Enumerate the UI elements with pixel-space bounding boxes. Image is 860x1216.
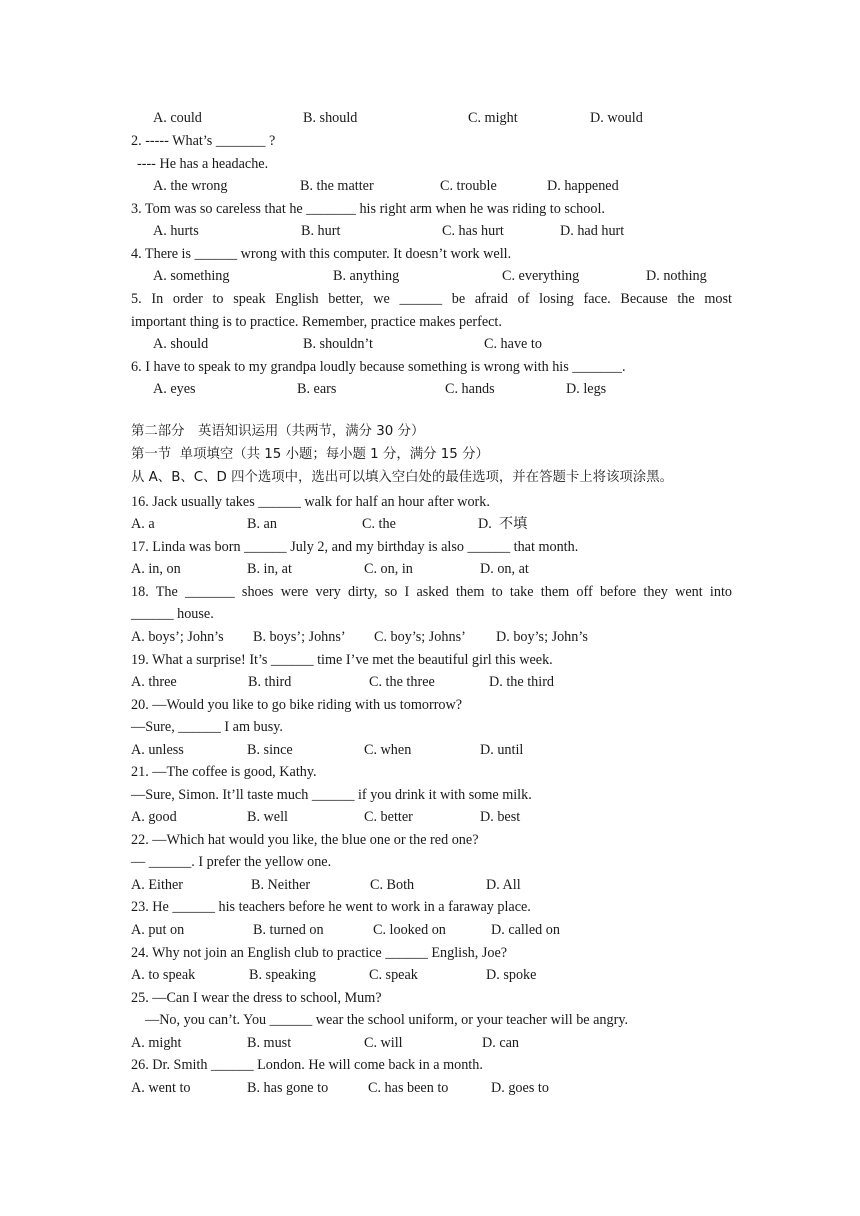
option-b: B. speaking — [249, 967, 316, 983]
option-b: B. Neither — [251, 877, 311, 893]
option-b: B. boys’; Johns’ — [253, 629, 346, 645]
question-reply: —Sure, Simon. It’ll taste much ______ if you drink it with some milk. — [131, 787, 532, 803]
question-stem: 20. —Would you like to go bike riding with us tomorrow? — [131, 697, 463, 713]
option-a: A. put on — [131, 922, 185, 938]
question-stem: 3. Tom was so careless that he _______ his right arm when he was riding to school. — [131, 201, 605, 217]
option-c: C. speak — [369, 967, 418, 983]
option-c: C. hands — [445, 381, 495, 397]
option-d: D. goes to — [491, 1080, 549, 1096]
option-d: D. had hurt — [560, 223, 625, 239]
question-stem: 19. What a surprise! It’s ______ time I’ve met the beautiful girl this week. — [131, 652, 553, 668]
option-c: C. boy’s; Johns’ — [374, 629, 466, 645]
option-a: A. in, on — [131, 561, 181, 577]
option-c: C. the three — [369, 674, 435, 690]
question-reply: — ______. I prefer the yellow one. — [131, 854, 332, 870]
option-b: B. shouldn’t — [303, 336, 373, 352]
option-a: A. three — [131, 674, 177, 690]
option-d: D. 不填 — [478, 516, 528, 532]
option-d: D. happened — [547, 178, 619, 194]
option-a: A. something — [153, 268, 230, 284]
option-b: B. anything — [333, 268, 400, 284]
option-d: D. called on — [491, 922, 560, 938]
question-stem: 5. In order to speak English better, we ______ be afraid of losing face. Because the most — [131, 291, 732, 307]
option-b: B. should — [303, 110, 358, 126]
option-d: D. can — [482, 1035, 520, 1051]
question-stem: 18. The _______ shoes were very dirty, so I asked them to take them off before they went into — [131, 584, 732, 600]
option-a: A. should — [153, 336, 209, 352]
option-a: A. hurts — [153, 223, 199, 239]
option-a: A. Either — [131, 877, 184, 893]
question-stem: 2. ----- What’s _______ ? — [131, 133, 276, 149]
option-c: C. on, in — [364, 561, 413, 577]
option-b: B. third — [248, 674, 292, 690]
option-a: A. to speak — [131, 967, 196, 983]
section-title: 第一节 单项填空（共 15 小题；每小题 1 分，满分 15 分） — [131, 447, 489, 462]
option-c: C. Both — [370, 877, 415, 893]
option-c: C. looked on — [373, 922, 446, 938]
option-b: B. an — [247, 516, 277, 532]
option-c: C. trouble — [440, 178, 497, 194]
option-c: C. everything — [502, 268, 580, 284]
question-reply: ---- He has a headache. — [137, 156, 269, 172]
option-d: D. legs — [566, 381, 607, 397]
option-a: A. might — [131, 1035, 182, 1051]
question-stem: 25. —Can I wear the dress to school, Mum? — [131, 990, 382, 1006]
option-b: B. must — [247, 1035, 292, 1051]
option-a: A. the wrong — [153, 178, 228, 194]
part-heading: 第二部分 英语知识运用（共两节，满分 30 分） — [131, 424, 425, 439]
option-c: C. the — [362, 516, 396, 532]
question-stem: 21. —The coffee is good, Kathy. — [131, 764, 317, 780]
option-a: A. a — [131, 516, 155, 532]
question-stem-continued: ______ house. — [131, 606, 214, 622]
question-stem: 22. —Which hat would you like, the blue one or the red one? — [131, 832, 479, 848]
option-a: A. unless — [131, 742, 184, 758]
question-stem: 24. Why not join an English club to practice ______ English, Joe? — [131, 945, 508, 961]
option-c: C. might — [468, 110, 518, 126]
option-d: D. best — [480, 809, 521, 825]
question-reply: —Sure, ______ I am busy. — [131, 719, 283, 735]
question-stem: 4. There is ______ wrong with this computer. It doesn’t work well. — [131, 246, 512, 262]
option-d: D. would — [590, 110, 643, 126]
option-b: B. the matter — [300, 178, 374, 194]
question-stem-continued: important thing is to practice. Remember, practice makes perfect. — [131, 314, 502, 330]
option-d: D. the third — [489, 674, 555, 690]
option-b: B. in, at — [247, 561, 292, 577]
option-a: A. eyes — [153, 381, 196, 397]
question-stem: 26. Dr. Smith ______ London. He will come back in a month. — [131, 1057, 483, 1073]
option-b: B. turned on — [253, 922, 324, 938]
option-c: C. better — [364, 809, 413, 825]
option-b: B. well — [247, 809, 288, 825]
option-b: B. has gone to — [247, 1080, 329, 1096]
question-stem: 23. He ______ his teachers before he went to work in a faraway place. — [131, 899, 531, 915]
option-b: B. hurt — [301, 223, 341, 239]
option-d: D. until — [480, 742, 524, 758]
option-b: B. ears — [297, 381, 337, 397]
option-a: A. went to — [131, 1080, 191, 1096]
question-stem: 16. Jack usually takes ______ walk for half an hour after work. — [131, 494, 490, 510]
option-c: C. when — [364, 742, 412, 758]
option-d: D. spoke — [486, 967, 537, 983]
option-a: A. boys’; John’s — [131, 629, 224, 645]
option-c: C. will — [364, 1035, 403, 1051]
option-d: D. nothing — [646, 268, 707, 284]
option-a: A. good — [131, 809, 177, 825]
option-c: C. have to — [484, 336, 542, 352]
option-b: B. since — [247, 742, 293, 758]
option-d: D. on, at — [480, 561, 529, 577]
option-c: C. has hurt — [442, 223, 504, 239]
question-stem: 6. I have to speak to my grandpa loudly because something is wrong with his _______. — [131, 359, 626, 375]
section-instructions: 从 A、B、C、D 四个选项中，选出可以填入空白处的最佳选项，并在答题卡上将该项涂黑。 — [131, 470, 673, 485]
option-c: C. has been to — [368, 1080, 449, 1096]
option-a: A. could — [153, 110, 202, 126]
option-d: D. boy’s; John’s — [496, 629, 588, 645]
option-d: D. All — [486, 877, 521, 893]
question-stem: 17. Linda was born ______ July 2, and my birthday is also ______ that month. — [131, 539, 579, 555]
question-reply: —No, you can’t. You ______ wear the school uniform, or your teacher will be angry. — [145, 1012, 629, 1028]
